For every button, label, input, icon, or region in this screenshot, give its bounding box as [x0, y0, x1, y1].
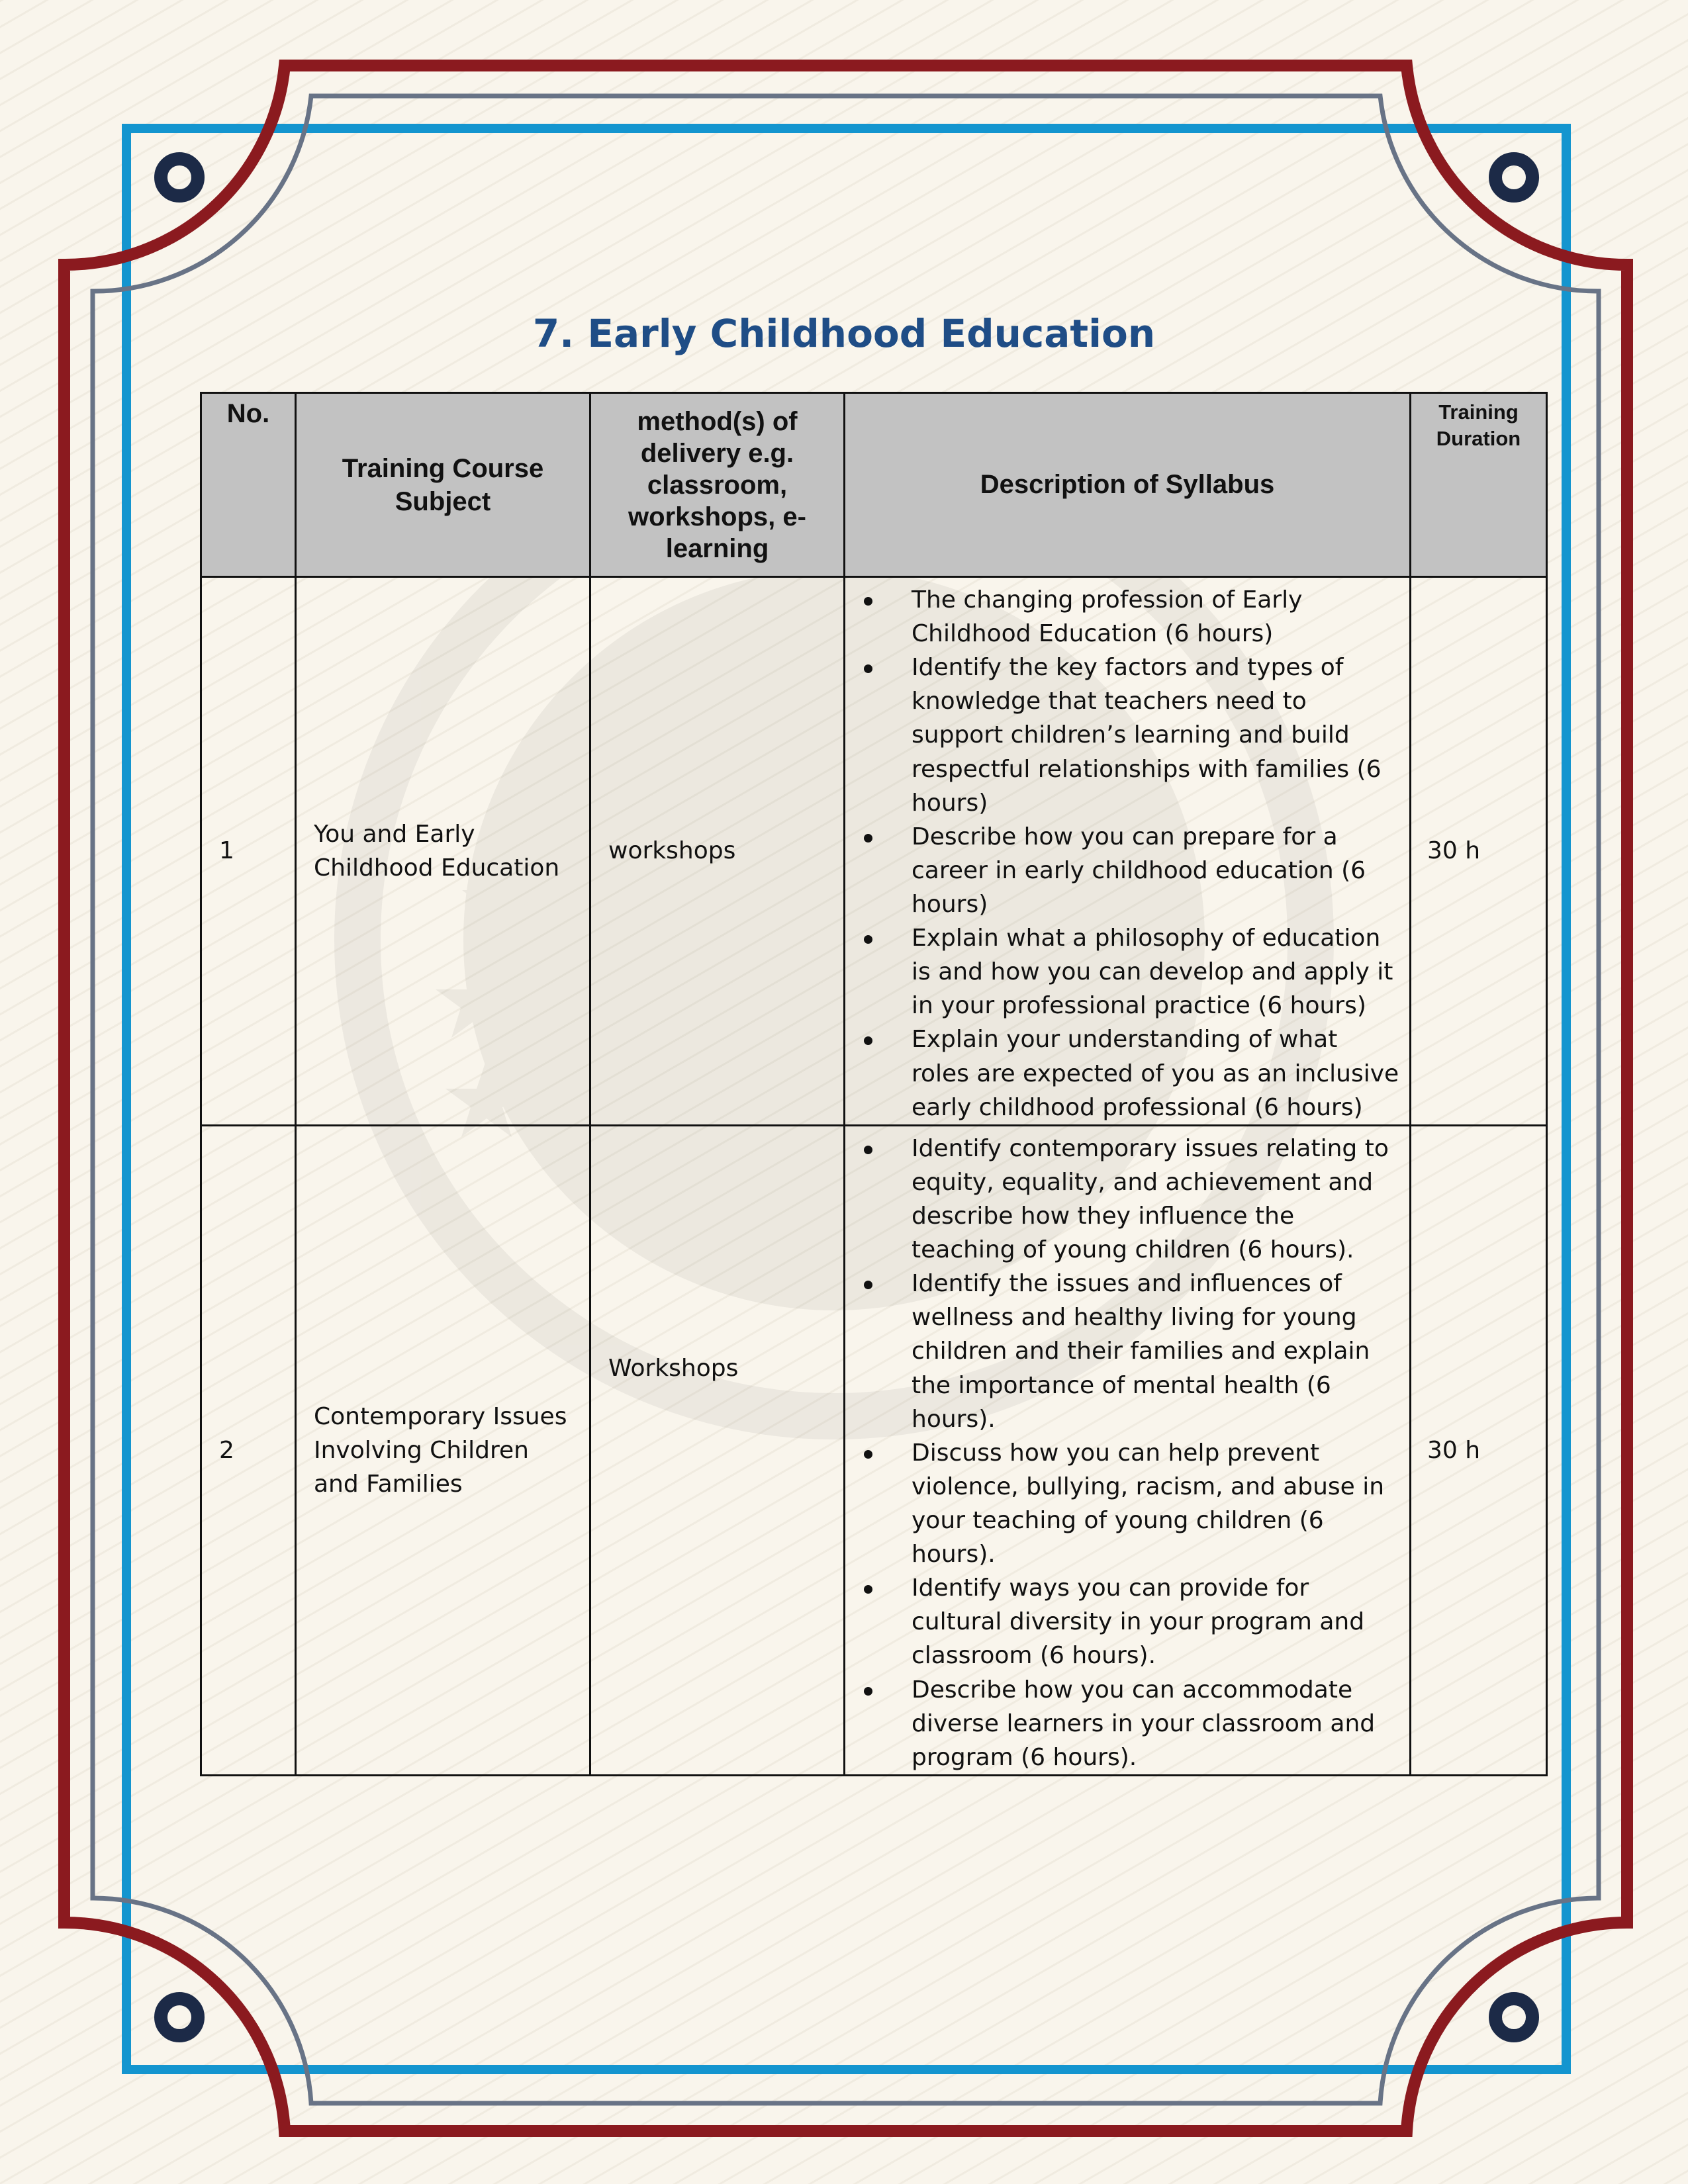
row-number: 2 [201, 1125, 296, 1775]
training-duration: 30 h [1411, 577, 1547, 1126]
syllabus-table [200, 392, 1548, 1776]
syllabus-description [845, 577, 1411, 1126]
list-item: The changing profession of Early Childhood Education (6 hours) [912, 583, 1401, 651]
table-row [201, 1125, 1547, 1775]
course-subject: You and Early Childhood Education [296, 577, 590, 1126]
table-row [201, 577, 1547, 1126]
header-description: Description of Syllabus [845, 393, 1411, 577]
course-subject: Contemporary Issues Involving Children and Families [296, 1125, 590, 1775]
list-item: Identify contemporary issues relating to equity, equality, and achievement and describe how they influence the teaching of young children (6 hours). [912, 1132, 1401, 1267]
list-item: Identify the key factors and types of knowledge that teachers need to support children’s learning and build respectful relationships with families (6 hours) [912, 651, 1401, 820]
syllabus-list [845, 1132, 1401, 1774]
delivery-method: workshops [590, 577, 845, 1126]
header-no: No. [201, 393, 296, 577]
corner-ring-icon [1495, 159, 1532, 196]
list-item: Describe how you can accommodate diverse learners in your classroom and program (6 hours). [912, 1673, 1401, 1774]
list-item: Explain what a philosophy of education is and how you can develop and apply it in your professional practice (6 hours) [912, 921, 1401, 1023]
syllabus-description [845, 1125, 1411, 1775]
list-item: Identify ways you can provide for cultural diversity in your program and classroom (6 hours). [912, 1571, 1401, 1672]
header-subject: Training Course Subject [296, 393, 590, 577]
list-item: Discuss how you can help prevent violence, bullying, racism, and abuse in your teaching of young children (6 hours). [912, 1436, 1401, 1571]
list-item: Explain your understanding of what roles are expected of you as an inclusive early childhood professional (6 hours) [912, 1023, 1401, 1124]
corner-ring-icon [161, 1999, 198, 2036]
corner-ring-icon [1495, 1999, 1532, 2036]
list-item: Identify the issues and influences of wellness and healthy living for young children and their families and explain the importance of mental health (6 hours). [912, 1267, 1401, 1436]
corner-ring-icon [161, 159, 198, 196]
table-header-row [201, 393, 1547, 577]
header-method: method(s) of delivery e.g. classroom, workshops, e-learning [590, 393, 845, 577]
row-number: 1 [201, 577, 296, 1126]
syllabus-list [845, 583, 1401, 1124]
header-duration: Training Duration [1411, 393, 1547, 577]
delivery-method: Workshops [590, 1125, 845, 1775]
training-duration: 30 h [1411, 1125, 1547, 1775]
page-title: 7. Early Childhood Education [532, 311, 1156, 356]
list-item: Describe how you can prepare for a career in early childhood education (6 hours) [912, 820, 1401, 921]
